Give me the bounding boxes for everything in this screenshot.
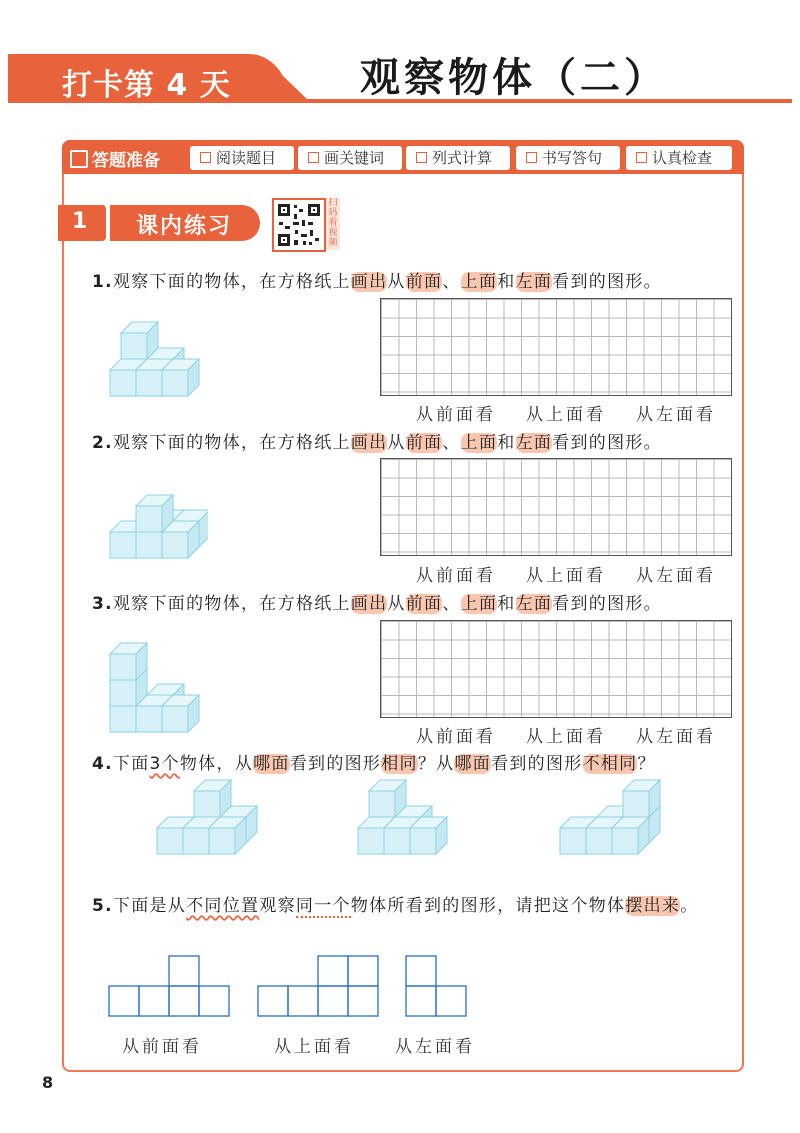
cube <box>121 322 158 359</box>
checkbox-icon <box>526 152 537 163</box>
prep-item-answer[interactable]: 书写答句 <box>516 146 620 170</box>
caption-front-2: 从前面看 <box>416 566 496 586</box>
qr-note: 扫码看视频 <box>326 198 340 250</box>
cube-figure-4b <box>356 776 466 856</box>
question-1: 1.观察下面的物体，在方格纸上画出从前面、上面和左面看到的图形。 <box>92 272 662 292</box>
prep-item-check[interactable]: 认真检查 <box>626 146 732 170</box>
caption-top-2: 从上面看 <box>526 566 606 586</box>
prep-item-calc[interactable]: 列式计算 <box>406 146 510 170</box>
caption-front-3: 从前面看 <box>416 727 496 747</box>
cube-figure-1 <box>108 318 218 398</box>
checkbox-icon <box>308 152 319 163</box>
page-number: 8 <box>42 1073 54 1092</box>
day-label: 打卡第 4 天 <box>62 68 231 103</box>
prep-item-keywords[interactable]: 画关键词 <box>298 146 402 170</box>
caption-top-3: 从上面看 <box>526 727 606 747</box>
prep-label: 答题准备 <box>70 146 160 171</box>
question-3: 3.观察下面的物体，在方格纸上画出从前面、上面和左面看到的图形。 <box>92 594 662 614</box>
q5-caption-left: 从左面看 <box>395 1037 475 1057</box>
prep-item-read[interactable]: 阅读题目 <box>190 146 294 170</box>
question-5: 5.下面是从不同位置观察同一个物体所看到的图形，请把这个物体摆出来。 <box>92 896 699 916</box>
cube <box>110 643 147 680</box>
cube <box>623 780 660 817</box>
section-number: 1 <box>72 209 88 234</box>
grid-paper-1[interactable] <box>380 298 732 396</box>
question-4: 4.下面3个物体，从哪面看到的图形相同？从哪面看到的图形不相同？ <box>92 754 656 774</box>
edit-icon <box>70 150 88 168</box>
q5-caption-top: 从上面看 <box>274 1037 354 1057</box>
view-top-shape <box>257 955 379 1017</box>
cube <box>162 695 199 732</box>
caption-left-3: 从左面看 <box>636 727 716 747</box>
page-title: 观察物体（二） <box>360 55 668 101</box>
view-front-shape <box>108 955 230 1017</box>
grid-paper-3[interactable] <box>380 620 732 718</box>
grid-paper-2[interactable] <box>380 458 732 556</box>
cube <box>162 359 199 396</box>
view-left-shape <box>405 955 467 1017</box>
question-2: 2.观察下面的物体，在方格纸上画出从前面、上面和左面看到的图形。 <box>92 433 662 453</box>
checkbox-icon <box>416 152 427 163</box>
cube <box>136 495 173 532</box>
checkbox-icon <box>636 152 647 163</box>
cube-figure-4c <box>558 776 668 856</box>
cube <box>612 817 649 854</box>
caption-top-1: 从上面看 <box>526 405 606 425</box>
qr-code-icon[interactable] <box>272 198 326 252</box>
section-label: 课内练习 <box>136 214 233 239</box>
caption-left-2: 从左面看 <box>636 566 716 586</box>
cube-figure-4a <box>155 776 265 856</box>
cube <box>369 780 406 817</box>
caption-front-1: 从前面看 <box>416 405 496 425</box>
cube-figure-3 <box>108 634 208 734</box>
q5-caption-front: 从前面看 <box>122 1037 202 1057</box>
cube-figure-2 <box>108 480 208 560</box>
cube <box>194 780 231 817</box>
caption-left-1: 从左面看 <box>636 405 716 425</box>
cube <box>410 817 447 854</box>
checkbox-icon <box>200 152 211 163</box>
cube <box>209 817 246 854</box>
